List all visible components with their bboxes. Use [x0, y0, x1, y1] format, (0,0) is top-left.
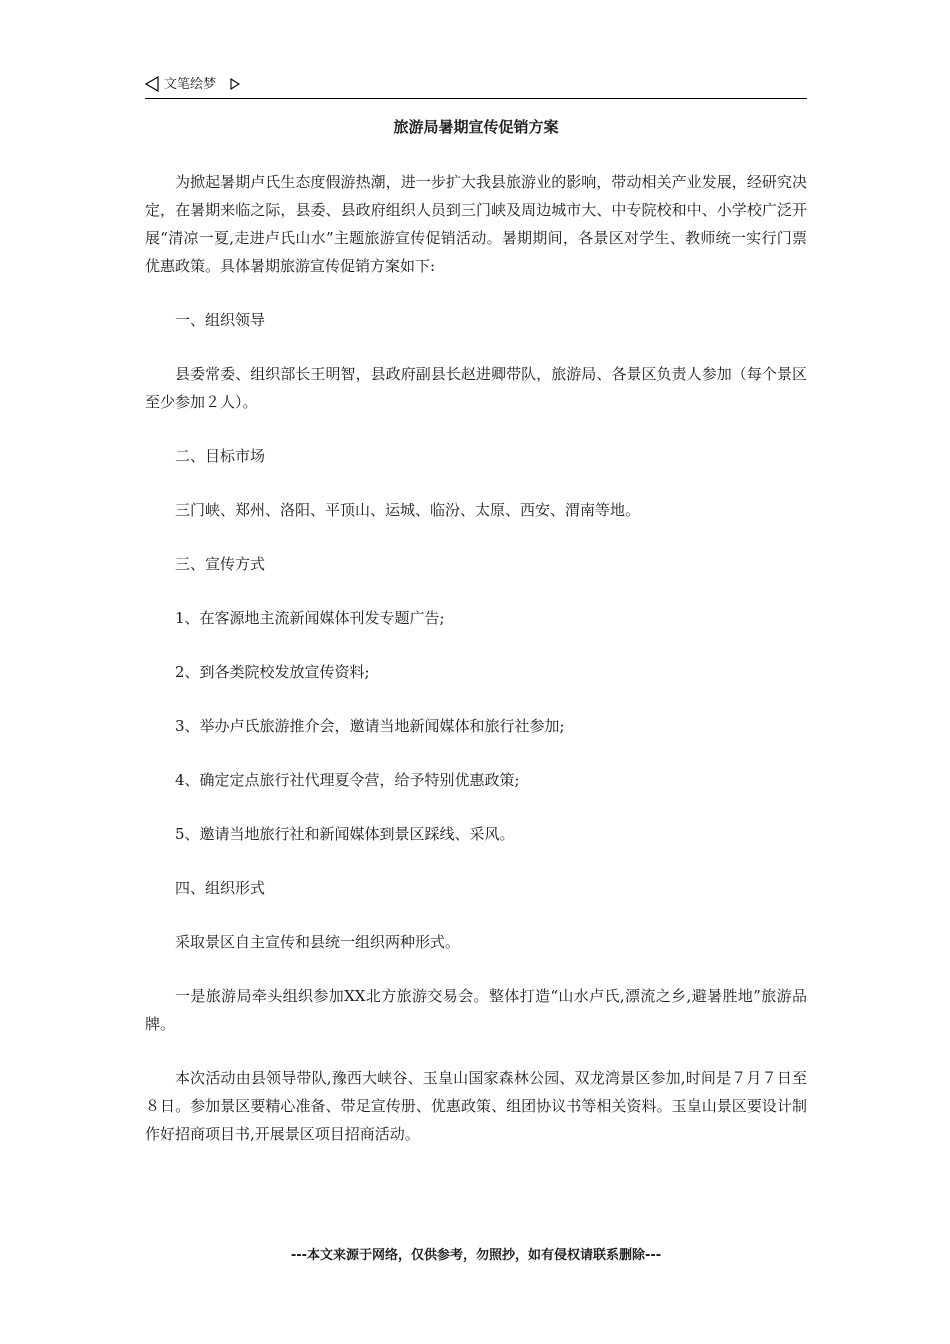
document-body	[145, 168, 807, 1174]
body-paragraph: 一是旅游局牵头组织参加XX北方旅游交易会。整体打造“山水卢氏,漂流之乡,避暑胜地”旅游品牌。	[145, 987, 807, 1033]
triangle-left-icon	[145, 76, 159, 92]
triangle-right-icon	[230, 78, 240, 90]
body-paragraph: 采取景区自主宣传和县统一组织两种形式。	[175, 933, 461, 951]
body-paragraph: 县委常委、组织部长王明智，县政府副县长赵进卿带队，旅游局、各景区负责人参加（每个景区至少参加２人）。	[145, 365, 807, 411]
section-heading: 一、组织领导	[175, 311, 266, 329]
page-header	[145, 74, 807, 99]
list-item: 4、确定定点旅行社代理夏令营，给予特别优惠政策;	[175, 771, 520, 789]
body-paragraph: 本次活动由县领导带队,豫西大峡谷、玉皇山国家森林公园、双龙湾景区参加,时间是７月７日至８日。参加景区要精心准备、带足宣传册、优惠政策、组团协议书等相关资料。玉皇山景区要设计制作好招商项目书,开展景区项目招商活动。	[145, 1069, 807, 1143]
intro-paragraph: 为掀起暑期卢氏生态度假游热潮，进一步扩大我县旅游业的影响，带动相关产业发展，经研究决定，在暑期来临之际，县委、县政府组织人员到三门峡及周边城市大、中专院校和中、小学校广泛开展“清凉一夏,走进卢氏山水”主题旅游宣传促销活动。暑期期间，各景区对学生、教师统一实行门票优惠政策。具体暑期旅游宣传促销方案如下:	[145, 173, 807, 275]
section-heading: 四、组织形式	[175, 879, 266, 897]
list-item: 5、邀请当地旅行社和新闻媒体到景区踩线、采风。	[175, 825, 515, 843]
list-item: 3、举办卢氏旅游推介会，邀请当地新闻媒体和旅行社参加;	[175, 717, 565, 735]
body-paragraph: 三门峡、郑州、洛阳、平顶山、运城、临汾、太原、西安、渭南等地。	[175, 501, 641, 519]
header-brand: 文笔绘梦	[164, 77, 217, 92]
list-item: 1、在客源地主流新闻媒体刊发专题广告;	[175, 609, 445, 627]
list-item: 2、到各类院校发放宣传资料;	[175, 663, 370, 681]
section-heading: 三、宣传方式	[175, 555, 266, 573]
section-heading: 二、目标市场	[175, 447, 266, 465]
page-footer: ---本文来源于网络，仅供参考，勿照抄，如有侵权请联系删除---	[290, 1248, 662, 1263]
document-title: 旅游局暑期宣传促销方案	[393, 118, 559, 136]
